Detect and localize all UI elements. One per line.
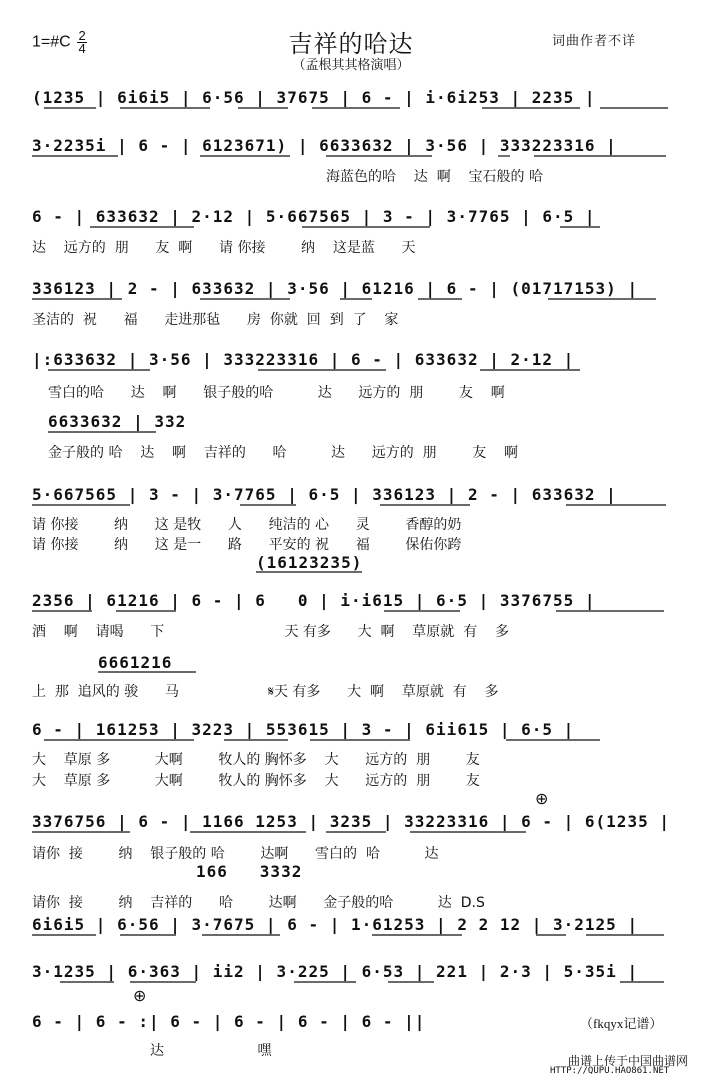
- watermark-line-1: 曲谱上传于中国曲谱网: [568, 1054, 689, 1068]
- lyric-line-11: 大 草原 多 大啊 牧人的 胸怀多 大 远方的 朋 友: [32, 773, 480, 789]
- score-line-1: (1235 | 6i6i5 | 6·56 | 37675 | 6 - | i·6i253 | 2235 |: [32, 88, 596, 107]
- time-sig-top: 2: [78, 28, 86, 43]
- song-title: 吉祥的哈达: [288, 30, 414, 58]
- lyric-line-4: 雪白的哈 达 啊 银子般的哈 达 远方的 朋 友 啊: [48, 385, 505, 401]
- score-line-14: 6i6i5 | 6·56 | 3·7675 | 6 - | 1·61253 | 2 2 12 | 3·2125 |: [32, 915, 639, 934]
- lyric-line-3: 圣洁的 祝 福 走进那毡 房 你就 回 到 了 家: [32, 312, 399, 328]
- score-line-3: 6 - | 633632 | 2·12 | 5·667565 | 3 - | 3·7765 | 6·5 |: [32, 207, 596, 226]
- lyric-line-9: 上 那 追风的 骏 马 𝄋天 有多 大 啊 草原就 有 多: [32, 684, 499, 700]
- lyric-line-1: 海蓝色的哈 达 啊 宝石般的 哈: [326, 169, 543, 185]
- score-line-16: 6 - | 6 - :| 6 - | 6 - | 6 - | 6 - ||: [32, 1012, 426, 1031]
- score-line-8: (16123235): [256, 553, 363, 572]
- score-line-13: 166 3332: [196, 862, 303, 881]
- lyric-line-2: 达 远方的 朋 友 啊 请 你接 纳 这是蓝 天: [32, 240, 416, 256]
- lyric-line-10: 大 草原 多 大啊 牧人的 胸怀多 大 远方的 朋 友: [32, 752, 480, 768]
- score-line-10: 6661216: [98, 653, 173, 672]
- score-line-4: 336123 | 2 - | 633632 | 3·56 | 61216 | 6 - | (01717153) |: [32, 279, 639, 298]
- coda-sign: ⊕: [535, 789, 549, 808]
- lyric-line-7: 请 你接 纳 这 是一 路 平安的 祝 福 保佑你跨: [32, 537, 462, 553]
- score-line-2: 3·2235i | 6 - | 6123671) | 6633632 | 3·56 | 333223316 |: [32, 136, 617, 155]
- scorer-credit: （fkqyx记谱）: [580, 1016, 663, 1031]
- performer-subtitle: （孟根其其格演唱）: [292, 58, 410, 73]
- time-sig-bottom: 4: [78, 41, 86, 56]
- score-line-9: 2356 | 61216 | 6 - | 6 0 | i·i615 | 6·5 | 3376755 |: [32, 591, 596, 610]
- score-line-15: 3·1235 | 6·363 | ii2 | 3·225 | 6·53 | 221 | 2·3 | 5·35i |: [32, 962, 639, 981]
- watermark-line-2: HTTP://QUPU.HAO861.NET: [550, 1066, 670, 1076]
- lyric-line-5: 金子般的 哈 达 啊 吉祥的 哈 达 远方的 朋 友 啊: [48, 445, 519, 461]
- score-line-5: |:633632 | 3·56 | 333223316 | 6 - | 633632 | 2·12 |: [32, 350, 575, 369]
- key-text: 1=#C: [32, 33, 71, 51]
- composer-credit: 词曲作者不详: [552, 34, 637, 49]
- score-line-7: 5·667565 | 3 - | 3·7765 | 6·5 | 336123 | 2 - | 633632 |: [32, 485, 617, 504]
- lyric-line-14: 达 嘿: [150, 1043, 272, 1059]
- score-line-12: 3376756 | 6 - | 1166 1253 | 3235 | 33223316 | 6 - | 6(1235 |: [32, 812, 670, 831]
- lyric-line-12: 请你 接 纳 银子般的 哈 达啊 雪白的 哈 达: [32, 846, 439, 862]
- lyric-line-13: 请你 接 纳 吉祥的 哈 达啊 金子般的哈 达 D.S: [32, 895, 485, 911]
- lyric-line-6: 请 你接 纳 这 是牧 人 纯洁的 心 灵 香醇的奶: [32, 517, 462, 533]
- lyric-line-8: 酒 啊 请喝 下 天 有多 大 啊 草原就 有 多: [32, 624, 510, 640]
- score-line-11: 6 - | 161253 | 3223 | 553615 | 3 - | 6ii615 | 6·5 |: [32, 720, 575, 739]
- score-line-6: 6633632 | 332: [48, 412, 187, 431]
- coda-sign-end: ⊕: [133, 986, 147, 1005]
